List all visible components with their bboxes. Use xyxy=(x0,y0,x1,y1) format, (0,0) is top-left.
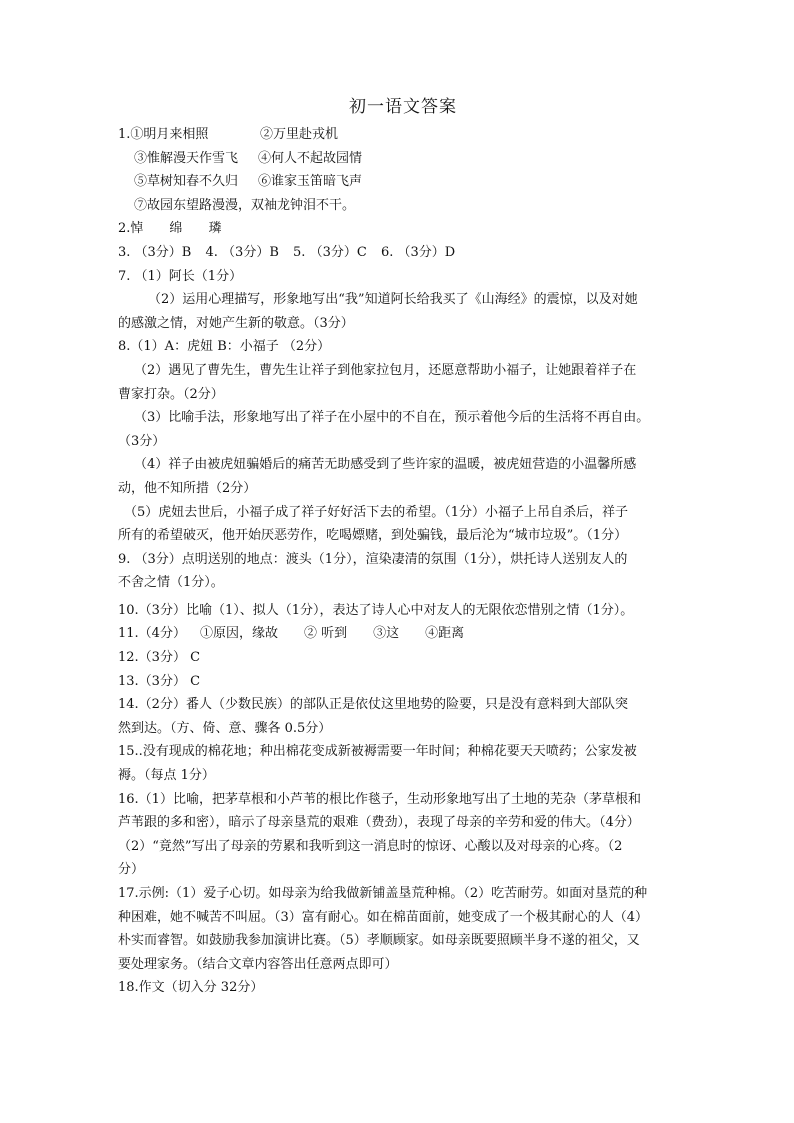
q10-line: 10.（3分）比喻（1）、拟人（1分），表达了诗人心中对友人的无限依恋惜别之情（1分）。 xyxy=(118,602,634,618)
q1-item-3: ③惟解漫天作雪飞 xyxy=(134,150,239,166)
q11-line xyxy=(118,622,688,646)
q2-word-3: 璘 xyxy=(208,221,222,237)
q12-line: 12.（3分） C xyxy=(118,650,201,666)
q17-line-3: 朴实而睿智。如鼓励我参加演讲比赛。（5）孝顺顾家。如母亲既要照顾半身不遂的祖父，又 xyxy=(118,933,640,949)
q8-line-1: 8.（1）A：虎妞 B：小福子 （2分） xyxy=(118,339,331,355)
q1-row-3 xyxy=(118,170,688,194)
q7-line-3: 的感激之情，对她产生新的敬意。（3分） xyxy=(118,315,354,331)
q1-item-5: ⑤草树知春不久归 xyxy=(134,174,239,190)
q17-line-1: 17.示例:（1）爱子心切。如母亲为给我做新铺盖垦荒种棉。（2）吃苦耐劳。如面对垦荒的种 xyxy=(118,886,648,901)
q7-line-2: （2）运用心理描写，形象地写出“我”知道阿长给我买了《山海经》的震惊，以及对她 xyxy=(148,292,638,308)
q9-line-2: 不舍之情（1分）。 xyxy=(118,575,224,591)
q3-answer: 3. （3分）B xyxy=(118,244,192,260)
q17-line-4: 要处理家务。（结合文章内容答出任意两点即可） xyxy=(118,956,398,972)
q1-row-1 xyxy=(118,123,688,147)
q11-item-3: ③这 xyxy=(373,626,400,642)
q8-line-3: 曹家打杂。（2分） xyxy=(118,386,224,402)
q1-item-7: ⑦故园东望路漫漫，双袖龙钟泪不干。 xyxy=(134,197,356,213)
q2-line xyxy=(118,217,688,241)
q8-line-9: 所有的希望破灭，他开始厌恶劳作，吃喝嫖赌，到处骗钱，最后沦为“城市垃圾”。（1分） xyxy=(118,528,628,544)
q1-item-4: ④何人不起故园情 xyxy=(258,150,363,166)
q16-line-1: 16.（1）比喻，把茅草根和小芦苇的根比作毯子，生动形象地写出了土地的芜杂（茅草根和 xyxy=(118,791,641,807)
q15-line-1: 15..没有现成的棉花地；种出棉花变成新被褥需要一年时间；种棉花要天天喷药；公家发被 xyxy=(118,744,637,760)
q7-line-1: 7. （1）阿长（1分） xyxy=(118,268,243,284)
q8-line-7: 动，他不知所措（2分） xyxy=(118,480,257,496)
q17-line-2: 种困难，她不喊苦不叫屈。（3）富有耐心。如在棉苗面前，她变成了一个极其耐心的人（4） xyxy=(118,909,649,925)
q14-line-1: 14.（2分）番人（少数民族）的部队正是依仗这里地势的险要，只是没有意料到大部队突 xyxy=(118,697,628,713)
q1-item-2: ②万里赴戎机 xyxy=(260,127,339,142)
q1-item-6: ⑥谁家玉笛暗飞声 xyxy=(258,174,363,190)
answer-sheet xyxy=(118,92,688,1000)
q14-line-2: 然到达。（方、倚、意、骤各 0.5分） xyxy=(118,720,332,736)
q11-number: 11.（4分） xyxy=(118,626,186,642)
q1-item-1: 1.①明月来相照 xyxy=(118,127,209,142)
q8-line-6: （4）祥子由被虎妞骗婚后的痛苦无助感受到了些许家的温暖，被虎妞营造的小温馨所感 xyxy=(134,457,637,473)
q11-item-2: ② 听到 xyxy=(303,626,348,642)
q16-line-4: 分） xyxy=(118,862,145,878)
q4-answer: 4. （3分）B xyxy=(205,244,279,260)
q2-number: 2. xyxy=(118,221,131,237)
q16-line-2: 芦苇跟的多和密），暗示了母亲垦荒的艰难（费劲），表现了母亲的辛劳和爱的伟大。（4分） xyxy=(118,815,640,831)
q2-word-1: 悼 xyxy=(130,221,144,237)
q9-line-1: 9. （3分）点明送别的地点：渡头（1分），渲染凄清的氛围（1分），烘托诗人送别友人的 xyxy=(118,551,628,567)
q15-line-2: 褥。（每点 1分） xyxy=(118,768,215,784)
q3-6-line xyxy=(118,241,688,265)
q8-line-5: （3分） xyxy=(118,433,166,449)
q16-line-3: （2）“竟然”写出了母亲的劳累和我听到这一消息时的惊讶、心酸以及对母亲的心疼。（2 xyxy=(118,838,623,854)
q8-line-8: （5）虎妞去世后，小福子成了祥子好好活下去的希望。（1分）小福子上吊自杀后，祥子 xyxy=(124,504,629,520)
q8-line-2: （2）遇见了曹先生，曹先生让祥子到他家拉包月，还愿意帮助小福子，让她跟着祥子在 xyxy=(134,362,637,378)
q13-line: 13.（3分） C xyxy=(118,673,201,689)
q11-item-1: ①原因，缘故 xyxy=(199,626,278,642)
q6-answer: 6. （3分）D xyxy=(380,244,456,260)
q5-answer: 5. （3分）C xyxy=(293,244,367,260)
q8-line-4: （3）比喻手法，形象地写出了祥子在小屋中的不自在，预示着他今后的生活将不再自由。 xyxy=(134,410,650,426)
q18-line: 18.作文（切入分 32分） xyxy=(118,980,264,996)
q11-item-4: ④距离 xyxy=(425,626,465,642)
q1-row-2 xyxy=(118,147,688,171)
page-title: 初一语文答案 xyxy=(349,97,457,117)
q2-word-2: 绵 xyxy=(169,221,183,237)
